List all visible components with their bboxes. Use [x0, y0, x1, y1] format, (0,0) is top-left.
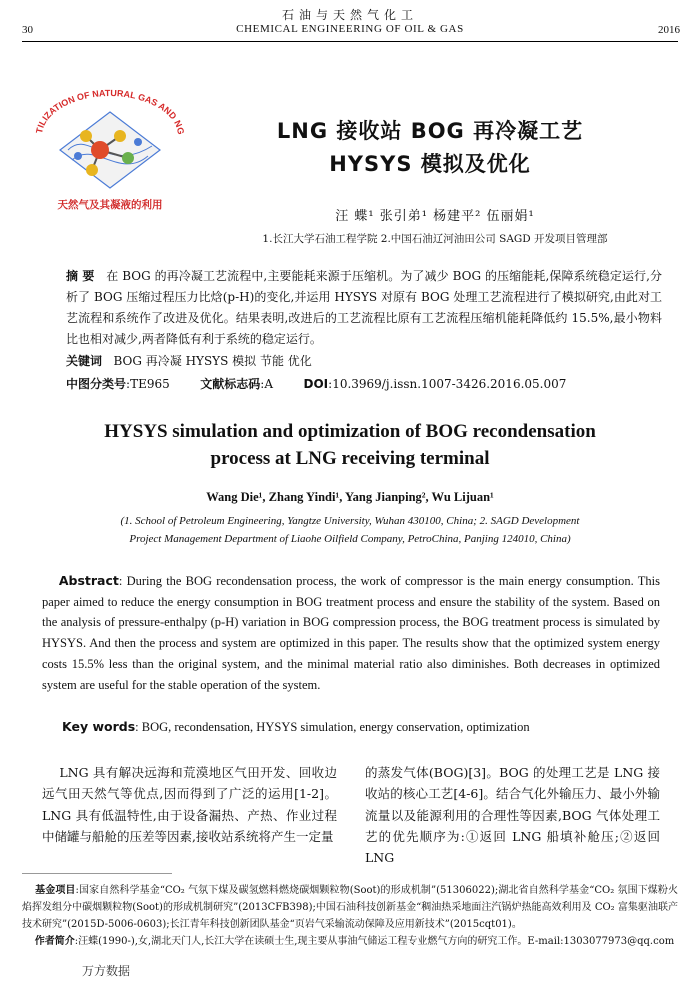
logo-bottom-text: 天然气及其凝液的利用 [57, 199, 163, 211]
body-column-left-text: LNG 具有解决远海和荒漠地区气田开发、回收边远气田天然气等优点,因而得到了广泛的运用[1-2]。LNG 具有低温特性,由于设备漏热、产热、作业过程中储罐与船舱的压差等因素,接收站系统将产生一定量 [42, 765, 337, 844]
abstract-cn [66, 266, 662, 350]
authors-en: Wang Die¹, Zhang Yindi¹, Yang Jianping², Wu Lijuan¹ [206, 490, 494, 504]
journal-title-en: CHEMICAL ENGINEERING OF OIL & GAS [236, 23, 464, 35]
keywords-cn [66, 352, 312, 369]
watermark: 万方数据 [82, 964, 131, 978]
title-cn-line-1: LNG 接收站 BOG 再冷凝工艺 [276, 119, 584, 143]
column-logo [28, 84, 192, 216]
year: 2016 [658, 24, 680, 36]
body-column-right [365, 762, 660, 868]
doi-label: DOI [303, 377, 329, 391]
page-number: 30 [22, 24, 33, 36]
keywords-en: Key words: BOG, recondensation, HYSYS simulation, energy conservation, optimization [62, 719, 530, 734]
author-label: 作者简介 [34, 936, 75, 947]
author-note [22, 933, 678, 950]
doc-value: A [264, 377, 273, 391]
footnote [22, 882, 678, 950]
funding-text: :国家自然科学基金“CO₂ 气氛下煤及碳氢燃料燃烧碳烟颗粒物(Soot)的形成机制”(51306022);湖北省自然科学基金“CO₂ 氛围下煤粉火焰挥发组分中碳烟颗粒物(Soot)的形成机制研究”(2013CFB398);中国石油科技创新基金“稠油热采地面注汽锅炉热能高效利用及 CO₂ 富集驱油联产技术研究”(2015D-5006-0603);长江青年科技创新团队基金“页岩气采输流动保障及应用新技术”(2015cqt01)。 [22, 885, 678, 930]
title-cn-line-2: HYSYS 模拟及优化 [329, 152, 531, 176]
title-cn [210, 115, 650, 181]
classification-line: 中图分类号:TE965 文献标志码:A DOI:10.3969/j.issn.1007-3426.2016.05.007 [66, 377, 567, 391]
abstract-en: Abstract: During the BOG recondensation process, the work of compressor is the main energy consumption. This paper aimed to reduce the energy consumption in BOG treatment process and ensure the stability of the system. Based on the analysis of pressure-enthalpy (p-H) variation in BOG compression process, the BOG treatment process is simulated by HYSYS. And then the process and system are optimized in this paper. The results show that the optimized system energy costs 15.5% less than the original system, and the minimal material ratio also diminishes. Both decreases in optimized system are useful for the stable operation of the system. [42, 573, 660, 692]
keywords-cn-label: 关键词 [66, 354, 103, 368]
keywords-en-label: Key words [62, 719, 136, 734]
journal-title-cn: 石油与天然气化工 [281, 8, 418, 22]
doc-label: 文献标志码 [200, 377, 261, 391]
affiliation-en-line-2: Project Management Department of Liaohe Oilfield Company, PetroChina, Panjing 124010, China) [129, 533, 571, 545]
natural-gas-logo-graphic [28, 84, 192, 216]
keywords-cn-text: BOG 再冷凝 HYSYS 模拟 节能 优化 [113, 354, 312, 368]
author-text: :汪蝶(1990-),女,湖北天门人,长江大学在读硕士生,现主要从事油气储运工程专业燃气方向的研究工作。E-mail:1303077973@qq.com [74, 936, 675, 947]
title-en-line-2: process at LNG receiving terminal [210, 448, 490, 469]
authors-cn: 汪 蝶¹ 张引弟¹ 杨建平² 伍丽娟¹ [335, 209, 535, 224]
abstract-en-text: During the BOG recondensation process, the work of compressor is the main energy consumption. This paper aimed to reduce the energy consumption in BOG treatment process and ensure the stability of the system. Based on the analysis of pressure-enthalpy (p-H) variation in BOG compression process, the BOG treatment process is simulated by HYSYS. And then the process and system are optimized in this paper. The results show that the optimized system energy costs 15.5% less than the original system, and the minimal material ratio also diminishes. Both decreases in optimized system are useful for the stable operation of the system. [42, 574, 660, 692]
funding-note [22, 882, 678, 933]
affiliation-en-line-1: (1. School of Petroleum Engineering, Yangtze University, Wuhan 430100, China; 2. SAGD Development [120, 515, 580, 527]
clc-label: 中图分类号 [66, 377, 127, 391]
abstract-cn-label: 摘 要 [66, 269, 95, 283]
keywords-en-text: BOG, recondensation, HYSYS simulation, energy conservation, optimization [141, 720, 530, 734]
body-column-right-text: 的蒸发气体(BOG)[3]。BOG 的处理工艺是 LNG 接收站的核心工艺[4-6]。结合气化外输压力、最小外输流量以及能源利用的合理性等因素,BOG 气体处理工艺的优先顺序为:①返回 LNG 船填补舱压;②返回 LNG [365, 765, 660, 866]
funding-label: 基金项目 [35, 885, 76, 896]
header-rule [22, 41, 678, 42]
title-en-line-1: HYSYS simulation and optimization of BOG recondensation [104, 421, 596, 442]
footnote-rule [22, 873, 172, 874]
affiliation-en [70, 512, 630, 548]
body-column-left [42, 762, 337, 847]
abstract-en-label: Abstract [58, 573, 119, 588]
logo-arc-text: TILIZATION OF NATURAL GAS AND NG [34, 87, 187, 136]
doi-value: 10.3969/j.issn.1007-3426.2016.05.007 [332, 377, 567, 391]
abstract-cn-text: 在 BOG 的再冷凝工艺流程中,主要能耗来源于压缩机。为了减少 BOG 的压缩能耗,保障系统稳定运行,分析了 BOG 压缩过程压力比焓(p-H)的变化,并运用 HYSYS 对原有 BOG 处理工艺流程进行了模拟研究,由此对工艺流程和系统作了改进及优化。结果表明,改进后的工艺流程比原有工艺流程压缩机能耗降低约 15.5%,最小物料比也相对减少,两者降低有利于系统的稳定运行。 [66, 269, 663, 346]
title-en [60, 418, 640, 472]
clc-value: TE965 [130, 377, 170, 391]
affiliation-cn: 1.长江大学石油工程学院 2.中国石油辽河油田公司 SAGD 开发项目管理部 [262, 233, 608, 245]
